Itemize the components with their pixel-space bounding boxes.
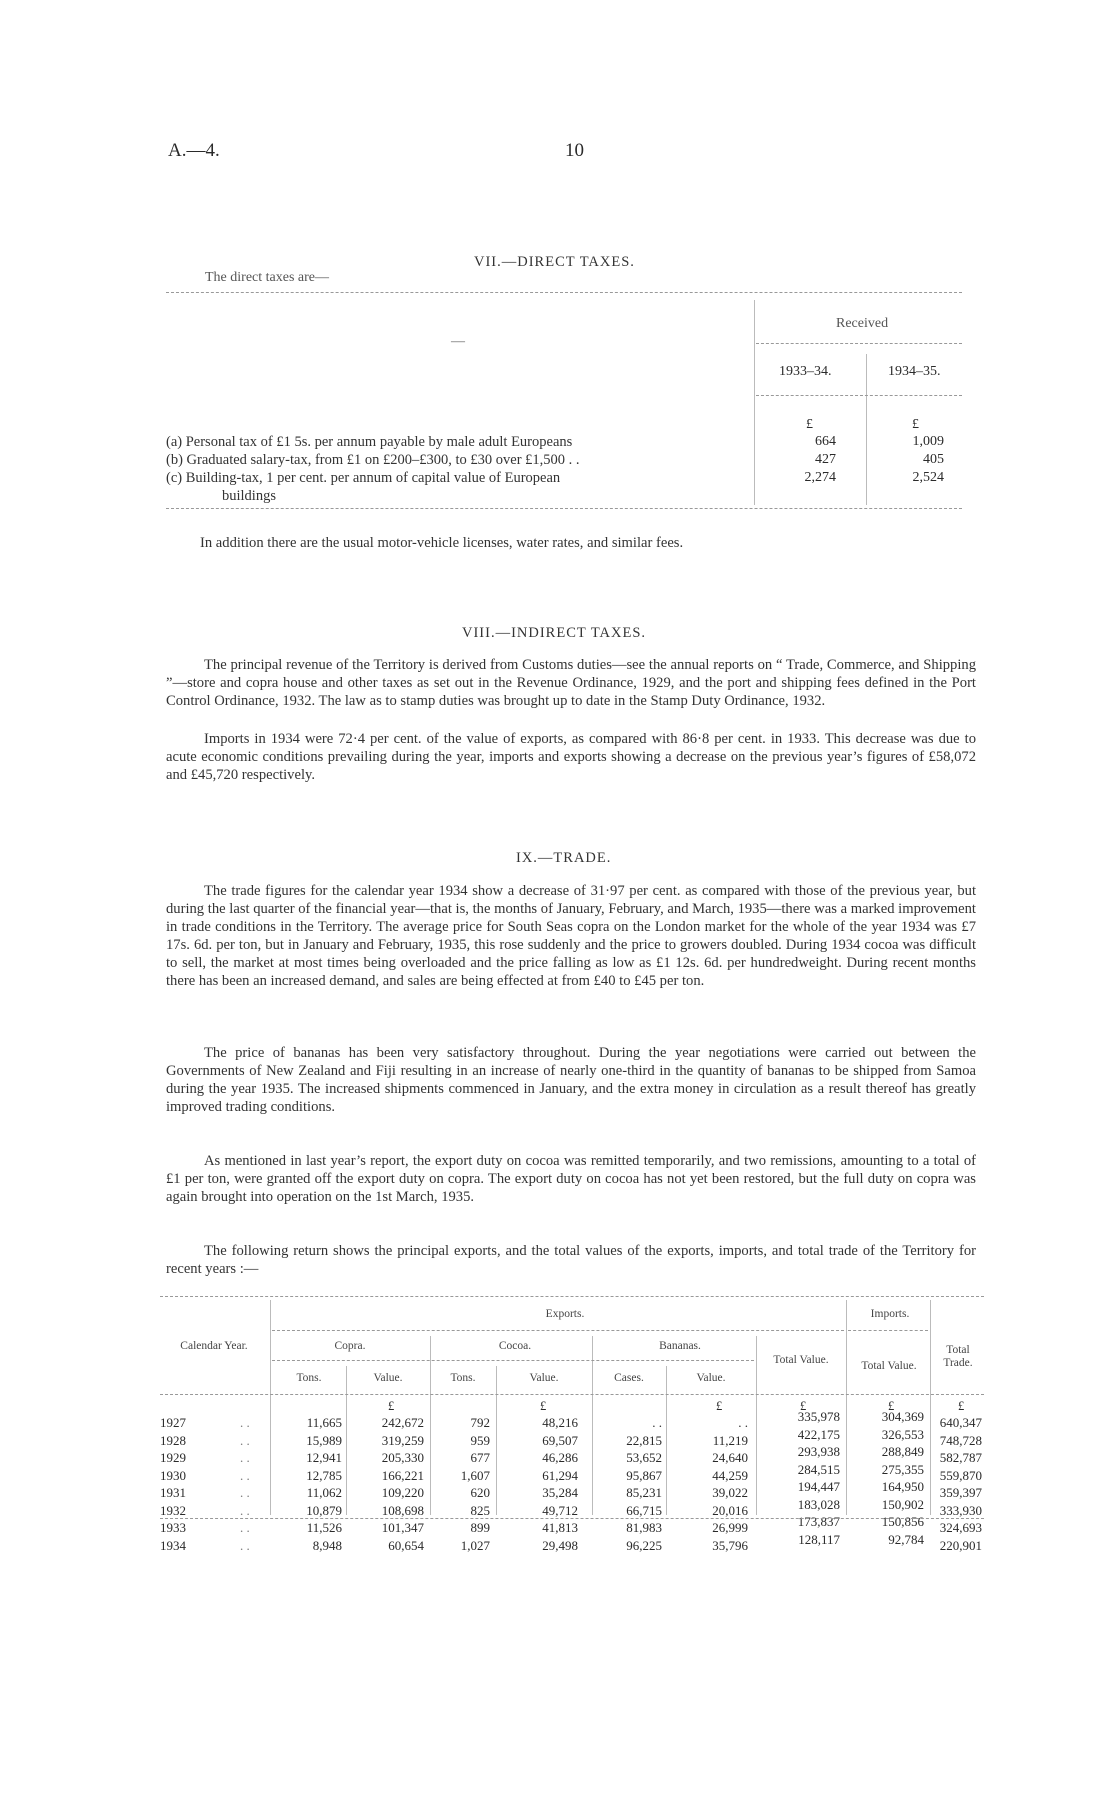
tax-value-1933-34: 664 — [815, 434, 836, 449]
table-divider — [346, 1366, 347, 1515]
leader-dots: . . — [240, 1537, 250, 1553]
exports-total-cell: 173,837 — [797, 1514, 840, 1529]
tax-row-label: (b) Graduated salary-tax, from £1 on £200–£300, to £30 over £1,500 . . — [166, 452, 580, 468]
document-reference: A.—4. — [168, 140, 220, 161]
table-rule — [756, 343, 962, 344]
bananas-cases-cell: 53,652 — [626, 1450, 662, 1465]
bananas-cases-cell: 95,867 — [626, 1467, 662, 1483]
table-rule — [166, 292, 962, 293]
leader-dots-column — [240, 1414, 264, 1554]
imports-total-cell: 288,849 — [881, 1444, 924, 1459]
indirect-taxes-title: VIII.—INDIRECT TAXES. — [462, 625, 647, 641]
copra-tons-cell: 11,062 — [306, 1485, 342, 1500]
pound-symbol: £ — [388, 1399, 395, 1413]
cocoa-value-header: Value. — [529, 1372, 559, 1384]
table-rule — [272, 1360, 754, 1361]
leader-dots: . . — [240, 1520, 250, 1535]
copra-tons-column — [272, 1414, 342, 1554]
copra-tons-cell: 12,941 — [306, 1450, 342, 1465]
page-number: 10 — [565, 140, 584, 161]
cocoa-tons-cell: 899 — [470, 1520, 490, 1535]
year-cell: 1931 — [160, 1485, 186, 1500]
year-cell: 1929 — [160, 1450, 186, 1465]
exports-total-cell: 183,028 — [797, 1496, 840, 1512]
cocoa-tons-column — [432, 1414, 490, 1554]
pound-symbol: £ — [912, 417, 919, 432]
copra-value-column — [348, 1414, 424, 1554]
years-column — [160, 1414, 220, 1554]
tax-row-label-continued: buildings — [222, 488, 276, 504]
total-trade-cell: 582,787 — [939, 1450, 982, 1465]
cocoa-value-cell: 35,284 — [542, 1485, 578, 1500]
year-cell: 1933 — [160, 1520, 186, 1535]
cocoa-value-cell: 41,813 — [542, 1520, 578, 1535]
copra-value-header: Value. — [373, 1372, 403, 1384]
bananas-value-header: Value. — [696, 1372, 726, 1384]
copra-tons-cell: 10,879 — [306, 1502, 342, 1518]
total-trade-header: Total Trade. — [943, 1344, 973, 1369]
copra-value-cell: 60,654 — [388, 1537, 424, 1553]
bananas-cases-cell: 66,715 — [626, 1502, 662, 1518]
bananas-value-cell: 39,022 — [712, 1485, 748, 1500]
bananas-cases-cell: . . — [652, 1415, 662, 1430]
direct-taxes-title: VII.—DIRECT TAXES. — [474, 254, 635, 270]
table-rule — [272, 1330, 844, 1331]
copra-tons-cell: 11,526 — [306, 1520, 342, 1535]
table-rule — [160, 1296, 984, 1297]
received-header: Received — [836, 316, 889, 331]
cocoa-value-cell: 61,294 — [542, 1467, 578, 1483]
copra-tons-cell: 8,948 — [312, 1537, 342, 1553]
copra-value-cell: 108,698 — [381, 1502, 424, 1518]
copra-tons-cell: 11,665 — [306, 1415, 342, 1430]
table-rule — [848, 1330, 928, 1331]
tax-row-label: (a) Personal tax of £1 5s. per annum payable by male adult Europeans — [166, 434, 573, 450]
cocoa-tons-header: Tons. — [450, 1372, 476, 1384]
imports-total-cell: 275,355 — [881, 1461, 924, 1477]
direct-taxes-table — [166, 292, 962, 516]
label-column-dash: — — [451, 334, 465, 349]
imports-total-cell: 304,369 — [881, 1409, 924, 1424]
cocoa-value-cell: 48,216 — [542, 1415, 578, 1430]
pound-symbol: £ — [800, 1399, 807, 1413]
copra-value-cell: 109,220 — [381, 1485, 424, 1500]
indirect-taxes-paragraph-2: Imports in 1934 were 72·4 per cent. of the value of exports, as compared with 86·8 per cent. in 1933. This decrease was due to acute economic conditions prevailing during the year, imports and exports showing a decrease on the previous year’s figures of £58,072 and £45,720 respectively. — [166, 731, 976, 783]
exports-header: Exports. — [545, 1308, 585, 1320]
cocoa-tons-cell: 677 — [470, 1450, 490, 1465]
bananas-cases-cell: 81,983 — [626, 1520, 662, 1535]
table-divider — [930, 1300, 931, 1515]
table-rule — [160, 1518, 984, 1519]
imports-total-cell: 164,950 — [881, 1479, 924, 1494]
copra-tons-cell: 15,989 — [306, 1432, 342, 1448]
total-trade-cell: 359,397 — [939, 1485, 982, 1500]
bananas-cases-column — [594, 1414, 662, 1554]
direct-taxes-intro: The direct taxes are— — [205, 270, 329, 285]
bananas-cases-cell: 22,815 — [626, 1432, 662, 1448]
copra-value-cell: 101,347 — [381, 1520, 424, 1535]
calendar-year-header: Calendar Year. — [180, 1340, 248, 1352]
leader-dots: . . — [240, 1450, 250, 1465]
cocoa-tons-cell: 1,027 — [460, 1537, 490, 1553]
exports-total-cell: 128,117 — [798, 1531, 840, 1547]
trade-paragraph-1: The trade figures for the calendar year 1934 show a decrease of 31·97 per cent. as compared with those of the previous year, but during the last quarter of the financial year—that is, the months of January, February, and March, 1935—there was a marked improvement in trade conditions in the Territory. The average price for South Seas copra on the London market for the whole of the year 1934 was £7 17s. 6d. per ton, but in January and February, 1935, this rose suddenly and the price to growers doubled. During 1934 cocoa was difficult to sell, the market at most times being overloaded and the price falling as low as £1 12s. 6d. per hundredweight. During recent months there has been an increased demand, and sales are being effected at from £40 to £45 per ton. — [166, 883, 976, 989]
leader-dots: . . — [240, 1415, 250, 1430]
imports-total-cell: 150,856 — [881, 1514, 924, 1529]
year-cell: 1932 — [160, 1502, 186, 1518]
total-trade-cell: 333,930 — [939, 1502, 982, 1518]
table-divider — [666, 1366, 667, 1515]
cocoa-value-column — [498, 1414, 578, 1554]
exports-total-cell: 194,447 — [797, 1479, 840, 1494]
tax-value-1934-35: 2,524 — [912, 470, 944, 485]
cocoa-value-cell: 69,507 — [542, 1432, 578, 1448]
year-header-1933-34: 1933–34. — [779, 364, 832, 379]
tax-row-label: (c) Building-tax, 1 per cent. per annum of capital value of European — [166, 470, 561, 486]
exports-total-cell: 293,938 — [797, 1444, 840, 1459]
copra-value-cell: 205,330 — [381, 1450, 424, 1465]
bananas-cases-cell: 85,231 — [626, 1485, 662, 1500]
total-trade-column — [932, 1414, 982, 1554]
trade-table — [160, 1296, 984, 1553]
exports-total-column — [758, 1408, 840, 1548]
imports-header: Imports. — [870, 1308, 910, 1320]
bananas-value-cell: 20,016 — [712, 1502, 748, 1518]
total-trade-cell: 640,347 — [939, 1415, 982, 1430]
trade-title: IX.—TRADE. — [516, 850, 612, 866]
imports-total-value-header: Total Value. — [861, 1360, 917, 1372]
bananas-value-cell: 24,640 — [712, 1450, 748, 1465]
imports-total-cell: 326,553 — [881, 1426, 924, 1442]
table-rule — [166, 508, 962, 509]
leader-dots: . . — [240, 1432, 250, 1448]
table-divider — [270, 1300, 271, 1515]
table-divider — [756, 1336, 757, 1515]
cocoa-header: Cocoa. — [498, 1340, 532, 1352]
table-rule — [160, 1394, 984, 1395]
bananas-value-cell: 11,219 — [712, 1432, 748, 1448]
imports-total-column — [848, 1408, 924, 1548]
table-divider — [754, 300, 755, 505]
year-cell: 1934 — [160, 1537, 186, 1553]
copra-value-cell: 319,259 — [381, 1432, 424, 1448]
tax-value-1933-34: 427 — [815, 452, 836, 467]
copra-tons-header: Tons. — [296, 1372, 322, 1384]
year-cell: 1927 — [160, 1415, 186, 1430]
cocoa-value-cell: 29,498 — [542, 1537, 578, 1553]
leader-dots: . . — [240, 1485, 250, 1500]
indirect-taxes-paragraph-1: The principal revenue of the Territory is derived from Customs duties—see the annual reports on “ Trade, Commerce, and Shipping ”—store and copra house and other taxes as set out in the Revenue Ordinance, 1929, and the port and shipping fees defined in the Port Control Ordinance, 1932. The law as to stamp duties was brought up to date in the Stamp Duty Ordinance, 1932. — [166, 657, 976, 709]
tax-value-1934-35: 405 — [923, 452, 944, 467]
table-divider — [430, 1336, 431, 1515]
copra-tons-cell: 12,785 — [306, 1467, 342, 1483]
direct-taxes-note: In addition there are the usual motor-vehicle licenses, water rates, and similar fees. — [200, 535, 684, 551]
pound-symbol: £ — [716, 1399, 723, 1413]
exports-total-cell: 335,978 — [797, 1409, 840, 1424]
bananas-cases-header: Cases. — [614, 1372, 644, 1384]
tax-value-1933-34: 2,274 — [804, 470, 836, 485]
table-rule — [756, 395, 962, 396]
bananas-value-cell: 26,999 — [712, 1520, 748, 1535]
leader-dots: . . — [240, 1502, 250, 1518]
cocoa-tons-cell: 620 — [470, 1485, 490, 1500]
exports-total-value-header: Total Value. — [773, 1354, 829, 1366]
exports-total-cell: 422,175 — [797, 1426, 840, 1442]
pound-symbol: £ — [958, 1399, 965, 1413]
table-divider — [846, 1300, 847, 1515]
year-cell: 1930 — [160, 1467, 186, 1483]
total-trade-cell: 220,901 — [939, 1537, 982, 1553]
exports-total-cell: 284,515 — [797, 1461, 840, 1477]
cocoa-value-cell: 46,286 — [542, 1450, 578, 1465]
trade-paragraph-2: The price of bananas has been very satisfactory throughout. During the year negotiations were carried out between the Governments of New Zealand and Fiji resulting in an increase of nearly one-third in the quantity of bananas to be shipped from Samoa during the year 1935. The increased shipments commenced in January, and the extra money in circulation as a result thereof has greatly improved trading conditions. — [166, 1045, 976, 1115]
trade-paragraph-4: The following return shows the principal exports, and the total values of the exports, imports, and total trade of the Territory for recent years :— — [166, 1243, 976, 1277]
bananas-cases-cell: 96,225 — [626, 1537, 662, 1553]
imports-total-cell: 92,784 — [888, 1531, 924, 1547]
table-divider — [592, 1336, 593, 1515]
trade-paragraph-3: As mentioned in last year’s report, the export duty on cocoa was remitted temporarily, and two remissions, amounting to a total of £1 per ton, were granted off the export duty on copra. The export duty on cocoa has not yet been restored, but the full duty on copra was again brought into operation on the 1st March, 1935. — [166, 1153, 976, 1205]
bananas-value-cell: . . — [738, 1415, 748, 1430]
table-divider — [496, 1366, 497, 1515]
pound-symbol: £ — [806, 417, 813, 432]
copra-header: Copra. — [334, 1340, 366, 1352]
copra-value-cell: 166,221 — [381, 1467, 424, 1483]
year-cell: 1928 — [160, 1432, 186, 1448]
year-header-1934-35: 1934–35. — [888, 364, 941, 379]
tax-value-1934-35: 1,009 — [912, 434, 944, 449]
pound-symbol: £ — [540, 1399, 547, 1413]
imports-total-cell: 150,902 — [881, 1496, 924, 1512]
pound-symbol: £ — [888, 1399, 895, 1413]
cocoa-tons-cell: 825 — [470, 1502, 490, 1518]
total-trade-cell: 324,693 — [939, 1520, 982, 1535]
bananas-header: Bananas. — [659, 1340, 701, 1352]
total-trade-cell: 559,870 — [939, 1467, 982, 1483]
bananas-value-cell: 35,796 — [712, 1537, 748, 1553]
bananas-value-cell: 44,259 — [712, 1467, 748, 1483]
copra-value-cell: 242,672 — [381, 1415, 424, 1430]
cocoa-tons-cell: 1,607 — [460, 1467, 490, 1483]
total-trade-cell: 748,728 — [939, 1432, 982, 1448]
cocoa-tons-cell: 792 — [470, 1415, 490, 1430]
bananas-value-column — [668, 1414, 748, 1554]
cocoa-value-cell: 49,712 — [542, 1502, 578, 1518]
leader-dots: . . — [240, 1467, 250, 1483]
cocoa-tons-cell: 959 — [470, 1432, 490, 1448]
